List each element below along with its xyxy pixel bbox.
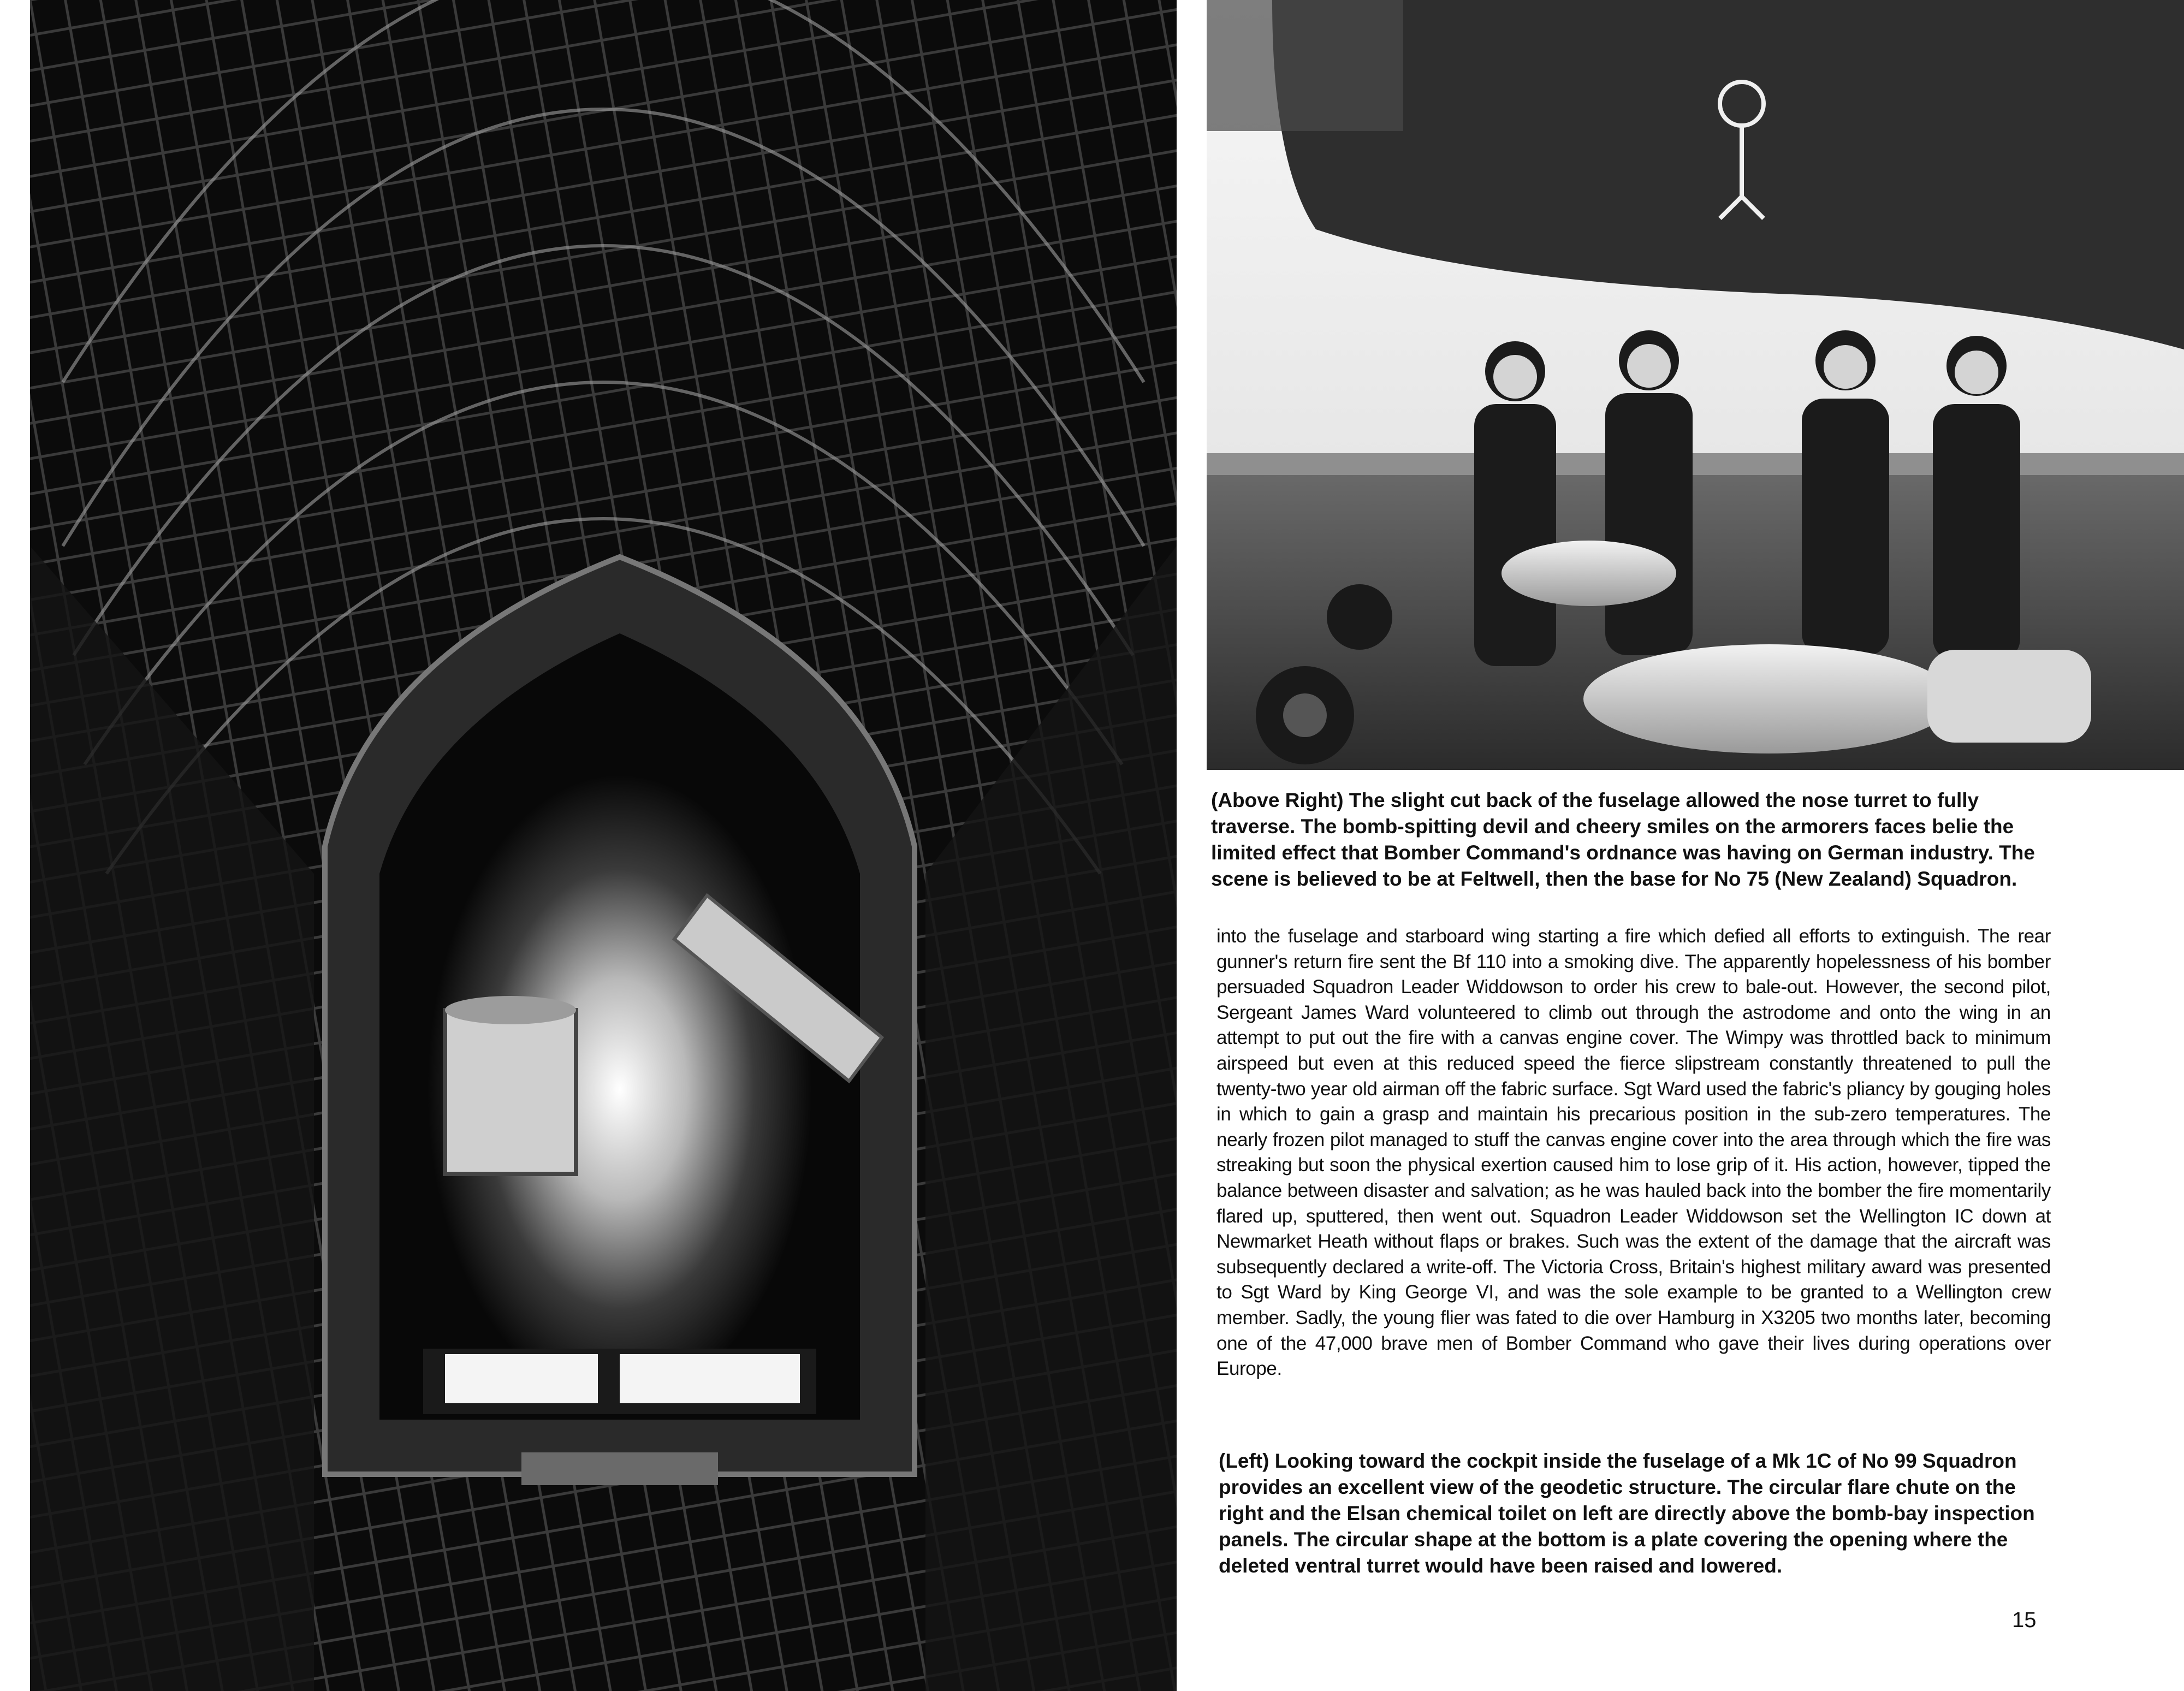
caption-left: (Left) Looking toward the cockpit inside the fuselage of a Mk 1C of No 99 Squadron provides an excellent view of the geodetic structure. The circular flare chute on the right and the Elsan chemical toilet on left are directly above the bomb-bay inspection panels. The circular shape at the bottom is a plate covering the opening where the deleted ventral turret would have been raised and lowered. (1219, 1450, 2035, 1577)
page-number: 15 (2012, 1608, 2037, 1632)
body-text: into the fuselage and starboard wing starting a fire which defied all efforts to extinguish. The rear gunner's return fire sent the Bf 110 into a smoking dive. The apparently hopelessness of his bomber persuaded Squadron Leader Widdowson to order his crew to bale-out. However, the second pilot, Sergeant James Ward volunteered to climb out through the astrodome and onto the wing in an attempt to put out the fire with a canvas engine cover. The Wimpy was throttled back to minimum airspeed but even at this reduced speed the fierce slipstream constantly threatened to pull the twenty-two year old airman off the fabric surface. Sgt Ward used the fabric's pliancy by gouging holes in which to gain a grasp and maintain his precarious position in the sub-zero temperatures. The nearly frozen pilot managed to stuff the canvas engine cover into the area through which the fire was streaking but soon the physical exertion caused him to lose grip of it. His action, however, tipped the balance between disaster and salvation; as he was hauled back into the bomber the fire momentarily flared up, sputtered, then went out. Squadron Leader Widdowson set the Wellington IC down at Newmarket Heath without flaps or brakes. Such was the extent of the damage that the aircraft was subsequently declared a write-off. The Victoria Cross, Britain's highest military award was presented to Sgt Ward by King George VI, and was the sole example to be granted to a Wellington crew member. Sadly, the young flier was fated to die over Hamburg in X3205 two months later, becoming one of the 47,000 brave men of Bomber Command who gave their lives during operations over Europe. (1216, 925, 2051, 1380)
armorers-bomber-photo (1207, 0, 2184, 770)
fuselage-interior-photo (30, 0, 1177, 1691)
caption-above-right: (Above Right) The slight cut back of the fuselage allowed the nose turret to fully traverse. The bomb-spitting devil and cheery smiles on the armorers faces belie the limited effect that Bomber Command's ordnance was having on German industry. The scene is believed to be at Feltwell, then the base for No 75 (New Zealand) Squadron. (1211, 789, 2035, 890)
